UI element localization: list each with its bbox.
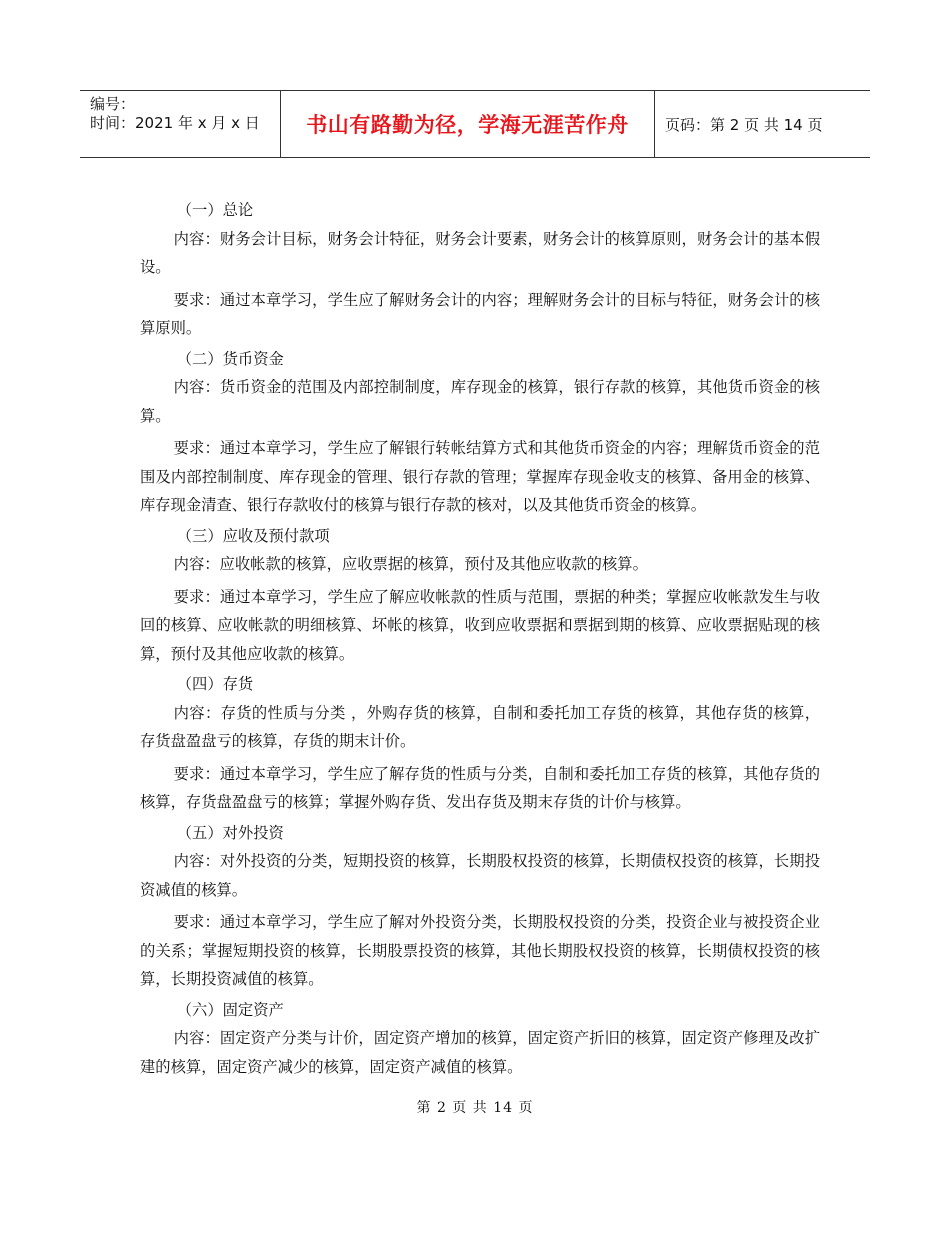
section-5-content: 内容：对外投资的分类，短期投资的核算，长期股权投资的核算，长期债权投资的核算，长期投资减值的核算。	[140, 852, 820, 899]
section-6-title: （六）固定资产	[176, 1000, 284, 1019]
section-6-content: 内容：固定资产分类与计价，固定资产增加的核算，固定资产折旧的核算，固定资产修理及改扩建的核算，固定资产减少的核算，固定资产减值的核算。	[140, 1029, 820, 1076]
document-header	[80, 90, 870, 158]
section-1-requirement: 要求：通过本章学习，学生应了解财务会计的内容；理解财务会计的目标与特征，财务会计的核算原则。	[140, 290, 820, 337]
document-body	[140, 194, 820, 1081]
section-4-title: （四）存货	[176, 675, 254, 693]
page-footer: 第 2 页 共 14 页	[416, 1100, 534, 1116]
section-5-title: （五）对外投资	[176, 823, 284, 842]
section-5-requirement: 要求：通过本章学习，学生应了解对外投资分类，长期股权投资的分类，投资企业与被投资企业的关系；掌握短期投资的核算，长期股票投资的核算，其他长期股权投资的核算，长期债权投资的核算，长期投资减值的核算。	[140, 913, 820, 988]
number-label: 编号：	[90, 95, 136, 113]
header-motto: 书山有路勤为径，学海无涯苦作舟	[281, 91, 655, 157]
section-4-content: 内容：存货的性质与分类 ，外购存货的核算，自制和委托加工存货的核算，其他存货的核算，存货盘盈盘亏的核算，存货的期末计价。	[140, 703, 820, 750]
time-label: 时间：2021 年 x 月 x 日	[90, 114, 260, 132]
header-meta	[80, 91, 281, 157]
section-3-requirement: 要求：通过本章学习，学生应了解应收帐款的性质与范围，票据的种类；掌握应收帐款发生与收回的核算、应收帐款的明细核算、坏帐的核算，收到应收票据和票据到期的核算、应收票据贴现的核算，预付及其他应收款的核算。	[140, 587, 820, 663]
section-2-requirement: 要求：通过本章学习，学生应了解银行转帐结算方式和其他货币资金的内容；理解货币资金的范围及内部控制制度、库存现金的管理、银行存款的管理；掌握库存现金收支的核算、备用金的核算、库存现金清查、银行存款收付的核算与银行存款的核对，以及其他货币资金的核算。	[140, 439, 820, 514]
section-2-content: 内容：货币资金的范围及内部控制制度，库存现金的核算，银行存款的核算，其他货币资金的核算。	[140, 378, 820, 425]
section-2-title: （二）货币资金	[176, 349, 284, 368]
section-3-content: 内容：应收帐款的核算，应收票据的核算，预付及其他应收款的核算。	[173, 555, 648, 573]
section-1-content: 内容：财务会计目标，财务会计特征，财务会计要素，财务会计的核算原则，财务会计的基本假设。	[140, 229, 820, 276]
header-page-label: 页码：第 2 页 共 14 页	[665, 115, 823, 134]
section-3-title: （三）应收及预付款项	[176, 526, 330, 545]
section-4-requirement: 要求：通过本章学习，学生应了解存货的性质与分类，自制和委托加工存货的核算，其他存货的核算，存货盘盈盘亏的核算；掌握外购存货、发出存货及期末存货的计价与核算。	[140, 764, 820, 811]
section-1-title: （一）总论	[176, 201, 254, 219]
